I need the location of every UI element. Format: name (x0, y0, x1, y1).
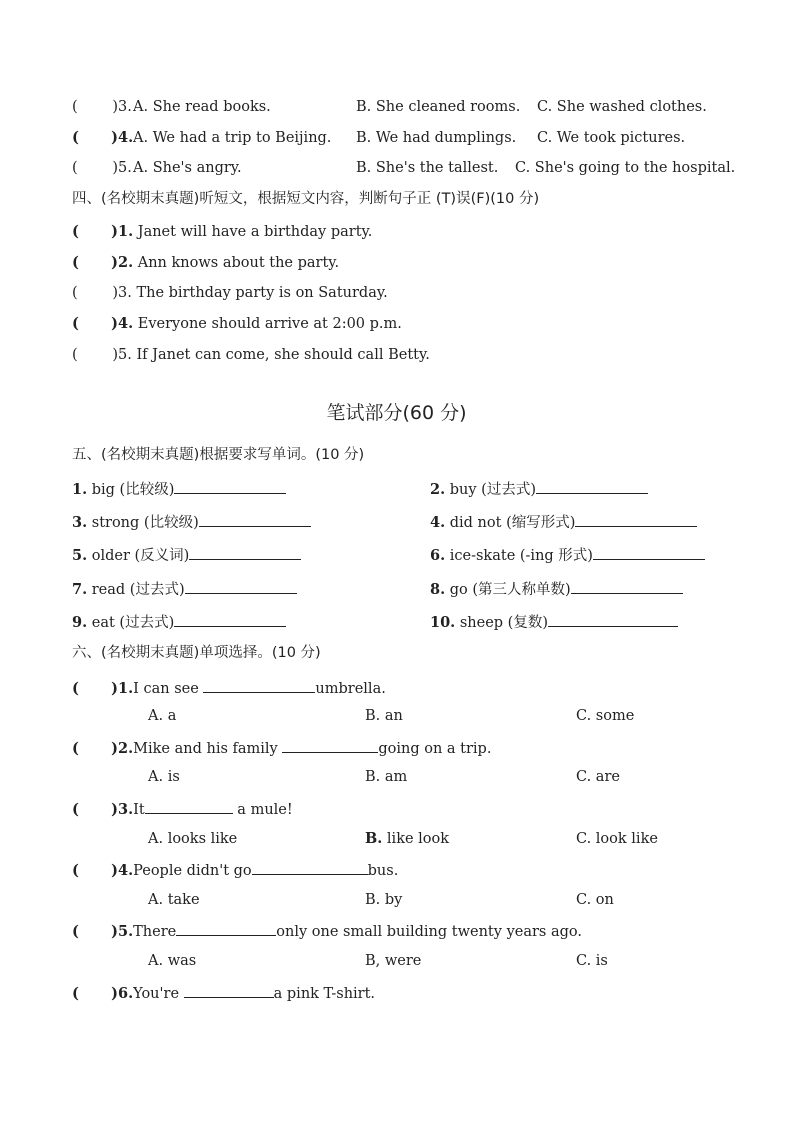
option-b[interactable]: B. am (365, 769, 408, 785)
option-a[interactable]: A. a (148, 708, 177, 724)
word-item-6: 6. ice-skate (-ing 形式) (430, 545, 705, 565)
word-item-5: 5. older (反义词) (72, 545, 301, 565)
word-item-9: 9. eat (过去式) (72, 612, 286, 632)
word-item-7: 7. read (过去式) (72, 579, 297, 599)
word-item-10: 10. sheep (复数) (430, 612, 678, 632)
answer-paren[interactable]: ( ) (72, 680, 118, 697)
word-item-3: 3. strong (比较级) (72, 512, 311, 532)
option-c: C. She's going to the hospital. (515, 160, 736, 176)
section5-heading: 五、(名校期末真题)根据要求写单词。(10 分) (72, 447, 365, 463)
choice-question-6: ( ) 6.You're a pink T-shirt. (72, 985, 376, 1002)
statement-text: Ann knows about the party. (137, 255, 340, 271)
answer-blank[interactable] (548, 612, 678, 627)
answer-paren[interactable]: ( ) (72, 285, 118, 301)
answer-paren[interactable]: ( ) (72, 129, 118, 146)
option-b[interactable]: B, were (365, 953, 422, 969)
option-b: B. She cleaned rooms. (356, 99, 521, 115)
answer-blank[interactable] (571, 579, 683, 594)
answer-blank[interactable] (189, 545, 301, 560)
answer-paren[interactable]: ( ) (72, 99, 118, 115)
section4-heading: 四、(名校期末真题)听短文，根据短文内容，判断句子正 (T)误(F)(10 分) (72, 191, 540, 207)
statement-text: Janet will have a birthday party. (137, 224, 373, 240)
choice-question-1: ( ) 1.I can see umbrella. (72, 680, 386, 697)
option-c[interactable]: C. look like (576, 831, 658, 847)
answer-paren[interactable]: ( ) (72, 347, 118, 363)
answer-blank (176, 921, 276, 936)
choice-question-5: ( ) 5.There only one small building twenty years ago. (72, 923, 582, 940)
answer-blank[interactable] (199, 512, 311, 527)
section4-item-2 (72, 254, 339, 272)
section4-item-1 (72, 223, 372, 241)
item-number: 1. (118, 223, 134, 240)
answer-paren[interactable]: ( ) (72, 254, 118, 271)
word-item-1: 1. big (比较级) (72, 479, 286, 499)
answer-paren[interactable]: ( ) (72, 740, 118, 757)
option-a[interactable]: A. was (148, 953, 197, 969)
item-number: 4. (118, 315, 134, 332)
answer-blank (252, 860, 368, 875)
section6-heading: 六、(名校期末真题)单项选择。(10 分) (72, 645, 321, 661)
answer-blank[interactable] (575, 512, 697, 527)
choice-question-2: ( ) 2.Mike and his family going on a trip. (72, 740, 492, 757)
option-a[interactable]: A. take (148, 892, 200, 908)
item-number: 5. (118, 160, 132, 176)
listening-item-3 (72, 98, 132, 116)
option-b[interactable]: B. like look (365, 830, 450, 847)
answer-blank[interactable] (174, 479, 286, 494)
option-c[interactable]: C. are (576, 769, 620, 785)
statement-text: If Janet can come, she should call Betty. (136, 347, 430, 363)
section4-item-4 (72, 315, 402, 333)
option-a[interactable]: A. is (148, 769, 180, 785)
listening-item-5 (72, 159, 132, 177)
item-number: 4. (118, 129, 134, 146)
option-c[interactable]: C. is (576, 953, 608, 969)
written-part-title: 笔试部分(60 分) (326, 402, 467, 424)
answer-blank[interactable] (185, 579, 297, 594)
answer-paren[interactable]: ( ) (72, 160, 118, 176)
answer-blank (282, 738, 378, 753)
option-c: C. She washed clothes. (537, 99, 707, 115)
answer-paren[interactable]: ( ) (72, 862, 118, 879)
answer-paren[interactable]: ( ) (72, 923, 118, 940)
statement-text: Everyone should arrive at 2:00 p.m. (137, 316, 402, 332)
item-number: 3. (118, 99, 132, 115)
word-item-8: 8. go (第三人称单数) (430, 579, 683, 599)
option-b: B. She's the tallest. (356, 160, 499, 176)
option-a: A. She's angry. (133, 160, 242, 176)
answer-blank[interactable] (174, 612, 286, 627)
word-item-2: 2. buy (过去式) (430, 479, 648, 499)
answer-paren[interactable]: ( ) (72, 801, 118, 818)
answer-blank[interactable] (593, 545, 705, 560)
word-item-4: 4. did not (缩写形式) (430, 512, 697, 532)
answer-paren[interactable]: ( ) (72, 223, 118, 240)
answer-blank (145, 799, 233, 814)
statement-text: The birthday party is on Saturday. (136, 285, 388, 301)
choice-question-3: ( ) 3.It a mule! (72, 801, 293, 818)
section4-item-3 (72, 284, 388, 302)
option-c[interactable]: C. on (576, 892, 614, 908)
option-a: A. We had a trip to Beijing. (133, 130, 332, 146)
answer-blank[interactable] (536, 479, 648, 494)
option-b: B. We had dumplings. (356, 130, 517, 146)
answer-blank (203, 678, 315, 693)
option-c[interactable]: C. some (576, 708, 635, 724)
answer-blank (184, 983, 274, 998)
item-number: 2. (118, 254, 134, 271)
section4-item-5 (72, 346, 430, 364)
option-b[interactable]: B. an (365, 708, 403, 724)
option-a: A. She read books. (133, 99, 271, 115)
item-number: 5. (118, 347, 132, 363)
option-b[interactable]: B. by (365, 892, 403, 908)
answer-paren[interactable]: ( ) (72, 985, 118, 1002)
option-c: C. We took pictures. (537, 130, 686, 146)
option-a[interactable]: A. looks like (148, 831, 238, 847)
answer-paren[interactable]: ( ) (72, 315, 118, 332)
choice-question-4: ( ) 4.People didn't go bus. (72, 862, 399, 879)
item-number: 3. (118, 285, 132, 301)
listening-item-4 (72, 129, 133, 147)
